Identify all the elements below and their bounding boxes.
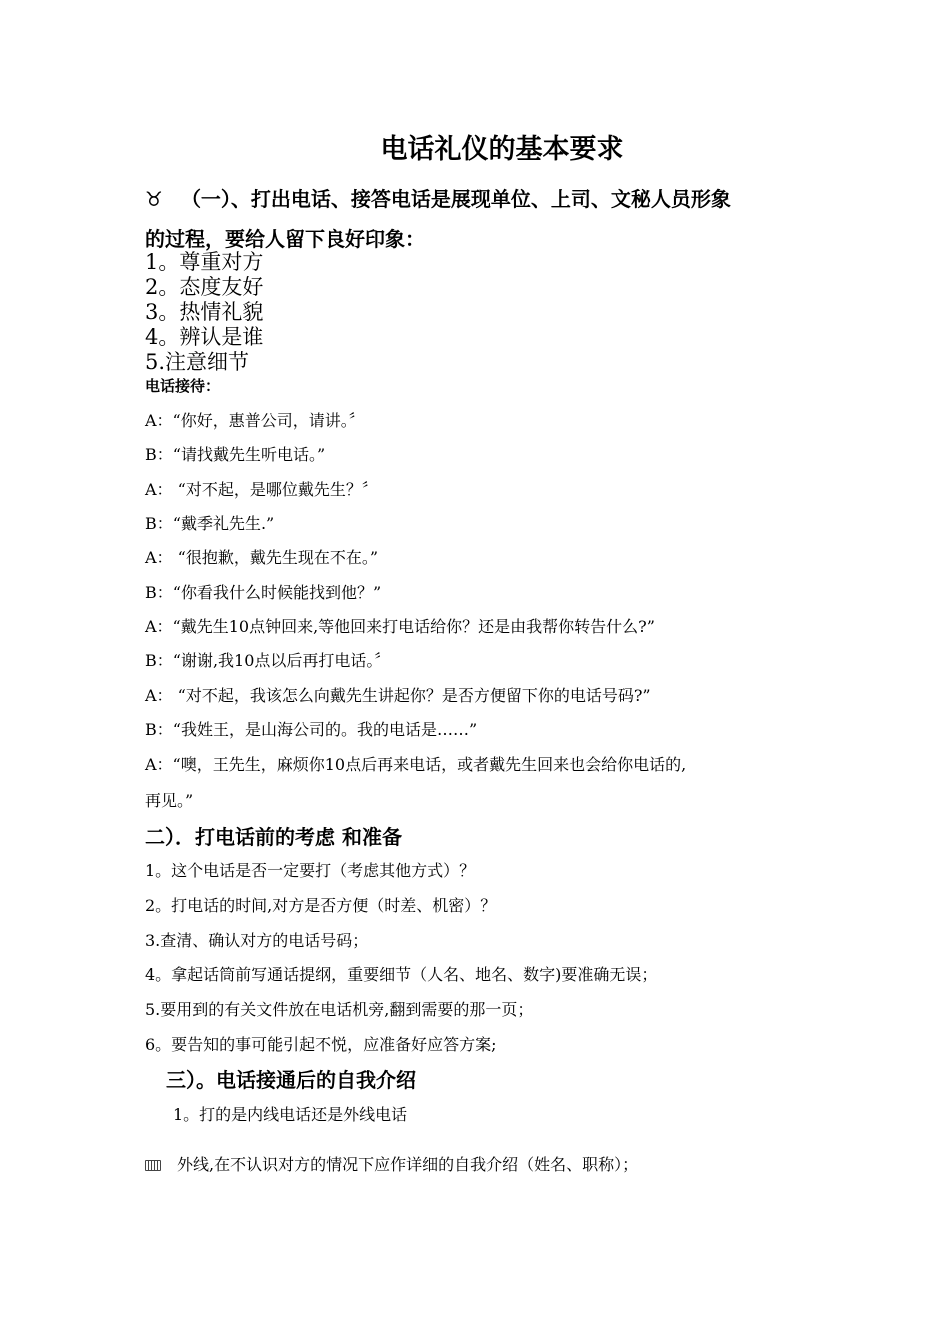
dialog-line: B：“戴季礼先生.” <box>145 514 275 533</box>
section1-heading-text: （一）、打出电话、接答电话是展现单位、上司、文秘人员形象 <box>180 187 731 211</box>
prep-item: 6。要告知的事可能引起不悦，应准备好应答方案; <box>145 1035 497 1054</box>
dialog-line: B：“谢谢,我10点以后再打电话。〞 <box>145 651 391 670</box>
intro-bullet-row <box>145 1154 638 1176</box>
point-item: 1。尊重对方 <box>145 250 264 274</box>
prep-item: 3.查清、确认对方的电话号码； <box>145 931 369 950</box>
prep-item: 5.要用到的有关文件放在电话机旁,翻到需要的那一页； <box>145 1000 534 1019</box>
section3-heading: 三）。电话接通后的自我介绍 <box>166 1068 416 1092</box>
dialog-line: A：“你好，惠普公司，请讲。〞 <box>145 411 365 430</box>
page-title: 电话礼仪的基本要求 <box>380 134 624 165</box>
intro-item: 1。打的是内线电话还是外线电话 <box>173 1105 408 1124</box>
dialog-line: A：“戴先生10点钟回来,等他回来打电话给你？还是由我帮你转告什么?” <box>145 617 655 636</box>
dialog-line: A： “对不起，我该怎么向戴先生讲起你？是否方便留下你的电话号码?” <box>145 686 651 705</box>
dialog-line: B：“我姓王，是山海公司的。我的电话是……” <box>145 720 478 739</box>
prep-item: 1。这个电话是否一定要打（考虑其他方式）？ <box>145 861 476 880</box>
dialog-line: B：“请找戴先生听电话。” <box>145 445 326 464</box>
prep-item: 2。打电话的时间,对方是否方便（时差、机密）？ <box>145 896 497 915</box>
point-item: 4。辨认是谁 <box>145 325 264 349</box>
point-item: 5.注意细节 <box>145 350 250 374</box>
dialog-label: 电话接待： <box>145 377 221 395</box>
dialog-line: 再见。” <box>145 791 194 810</box>
intro-bullet-text: 外线,在不认识对方的情况下应作详细的自我介绍（姓名、职称）； <box>177 1155 639 1174</box>
point-item: 2。态度友好 <box>145 275 264 299</box>
dialog-line: A：“噢，王先生，麻烦你10点后再来电话，或者戴先生回来也会给你电话的, <box>145 755 687 774</box>
section1-heading-line1 <box>145 184 731 214</box>
taurus-bullet-icon: ♉ <box>145 187 163 211</box>
section2-heading: 二）．打电话前的考虑 和准备 <box>145 825 402 849</box>
section1-heading-line2: 的过程，要给人留下良好印象： <box>145 227 425 251</box>
dialog-line: B：“你看我什么时候能找到他？” <box>145 583 382 602</box>
point-item: 3。热情礼貌 <box>145 300 264 324</box>
keyboard-bullet-icon <box>145 1160 161 1171</box>
prep-item: 4。拿起话筒前写通话提纲，重要细节（人名、地名、数字)要准确无误； <box>145 965 658 984</box>
dialog-line: A： “对不起，是哪位戴先生？〞 <box>145 480 378 499</box>
dialog-line: A： “很抱歉，戴先生现在不在。” <box>145 548 379 567</box>
